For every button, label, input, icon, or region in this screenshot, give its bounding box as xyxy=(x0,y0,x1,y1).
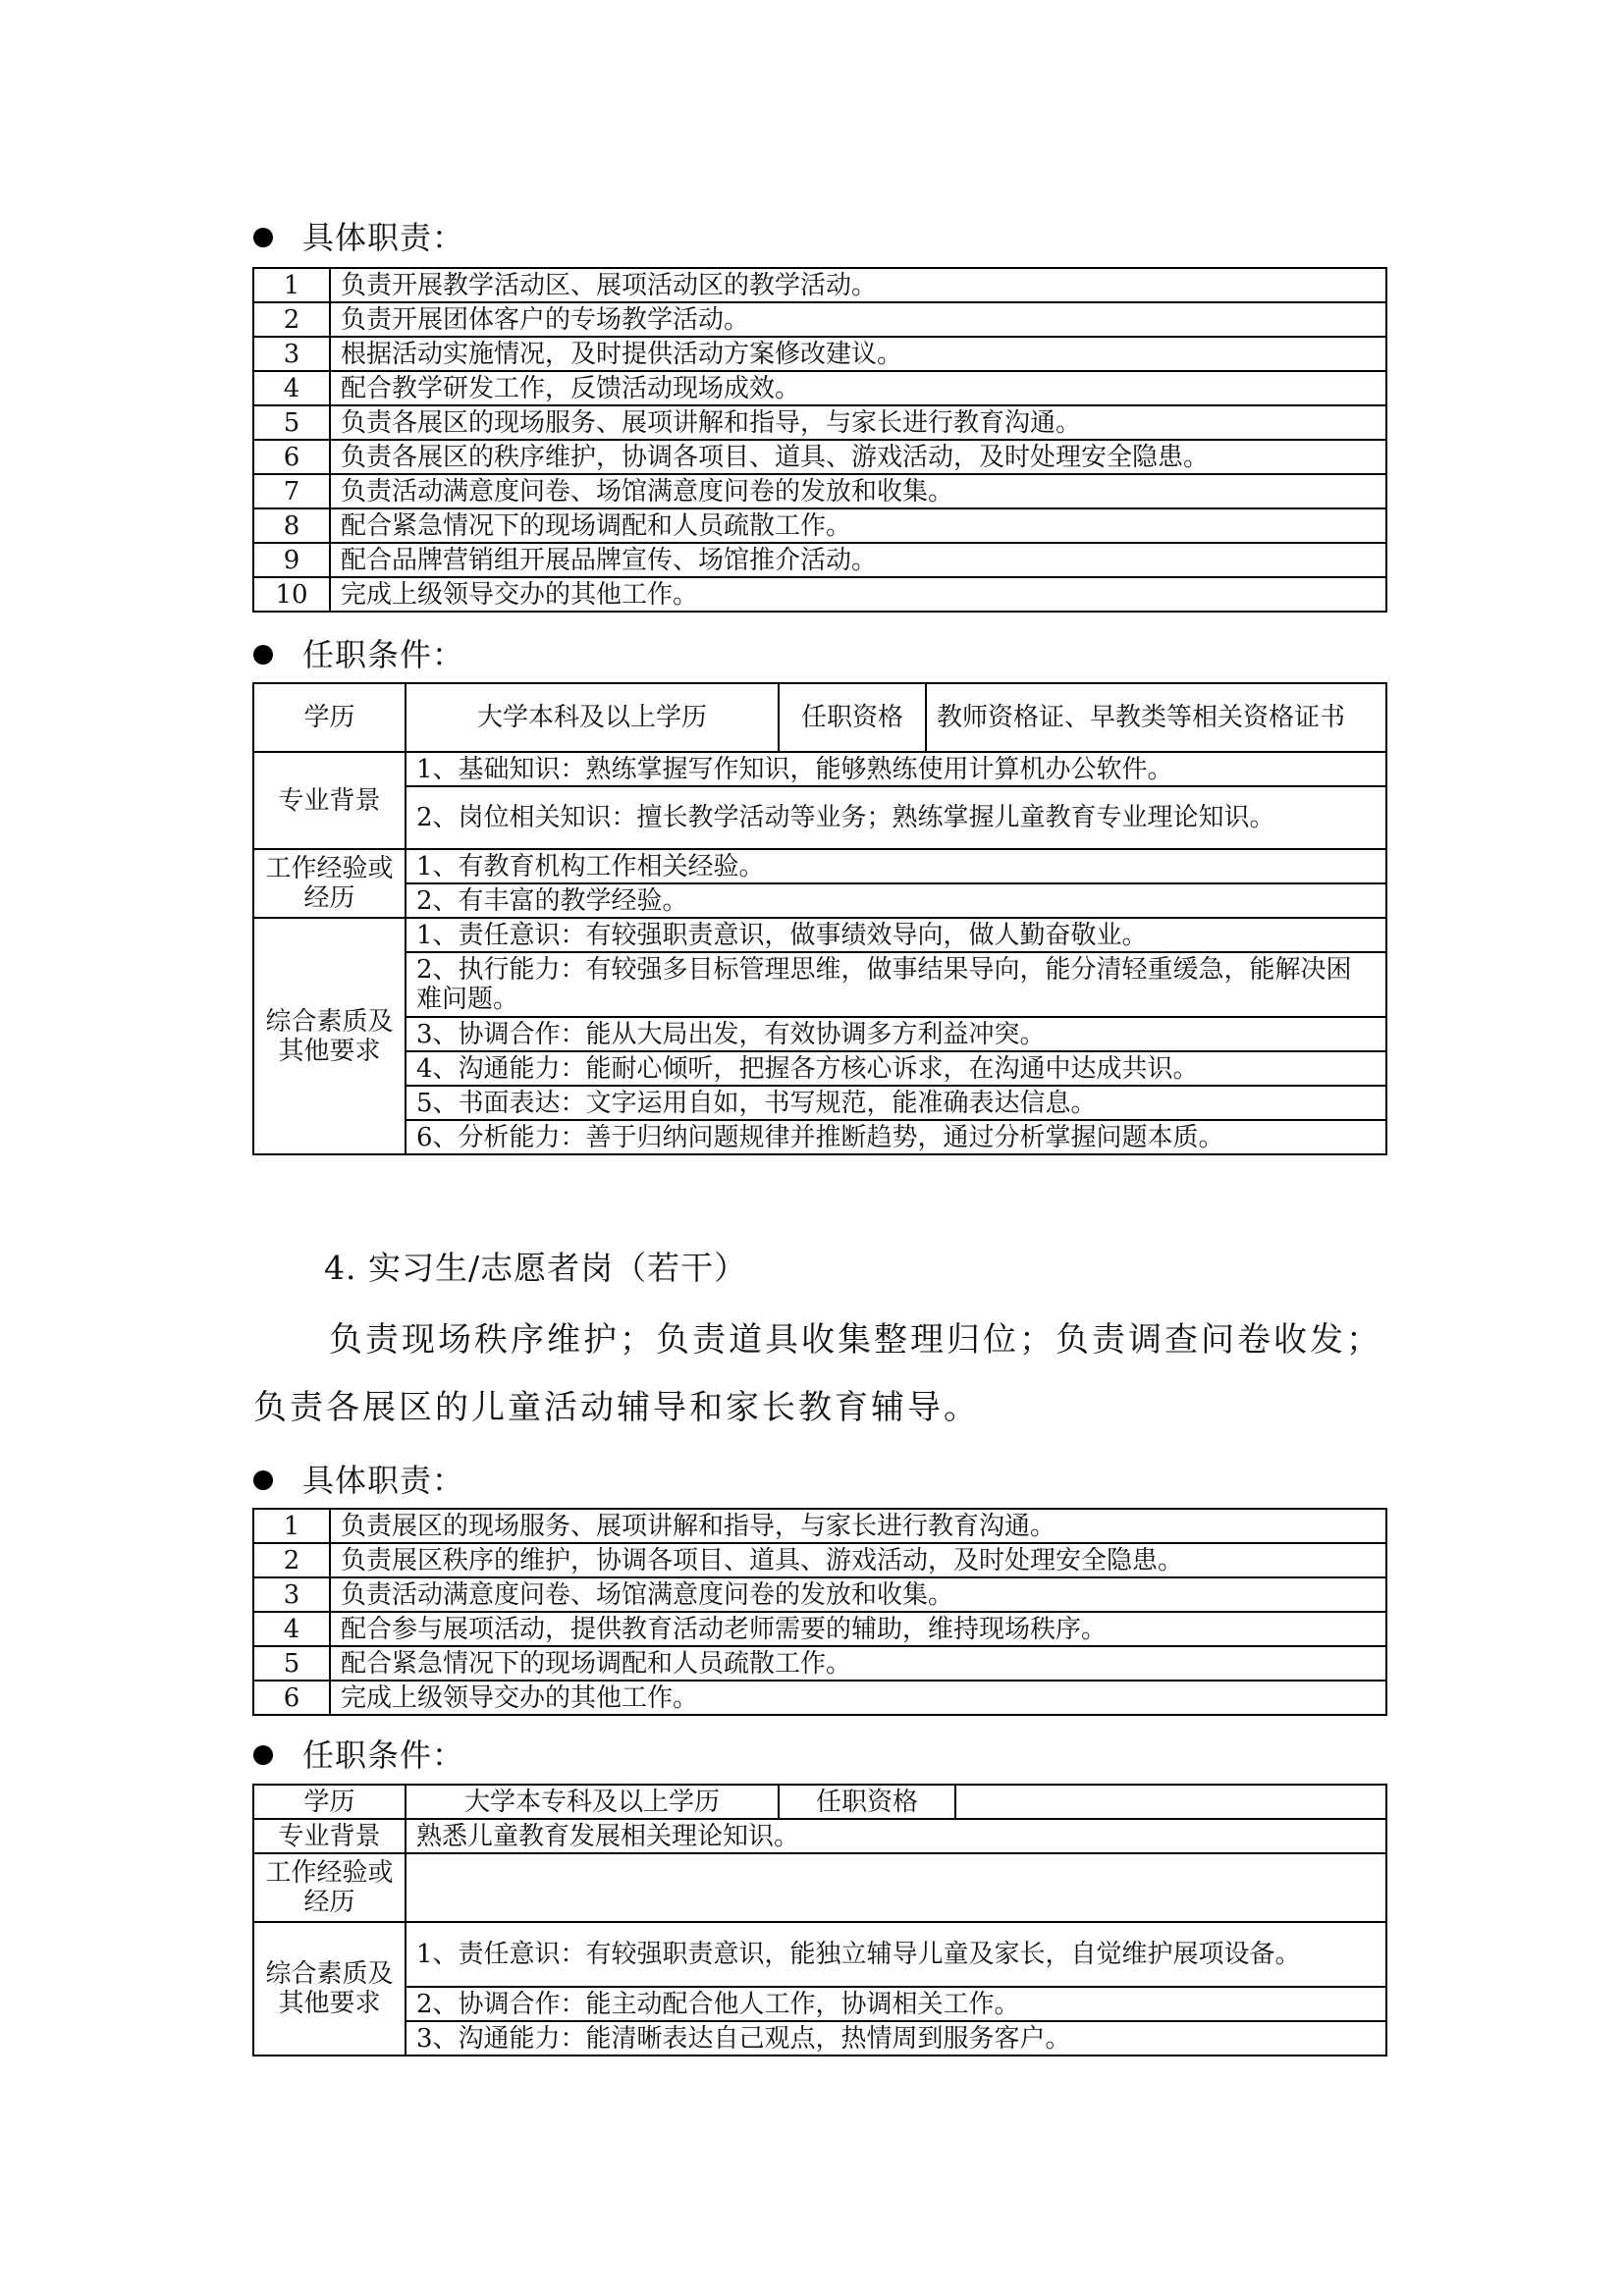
other-item: 4、沟通能力：能耐心倾听，把握各方核心诉求，在沟通中达成共识。 xyxy=(406,1051,1386,1086)
table-row xyxy=(253,849,1386,883)
duty-text: 负责活动满意度问卷、场馆满意度问卷的发放和收集。 xyxy=(330,474,1386,508)
row-number: 8 xyxy=(253,508,330,543)
table-row xyxy=(253,2021,1386,2056)
exp-value xyxy=(406,1853,1386,1922)
other-item: 3、协调合作：能从大局出发，有效协调多方利益冲突。 xyxy=(406,1017,1386,1051)
major-item: 1、基础知识：熟练掌握写作知识，能够熟练使用计算机办公软件。 xyxy=(406,752,1386,786)
req-heading-2 xyxy=(253,1735,464,1775)
table-row xyxy=(253,1509,1386,1543)
duty-text: 负责各展区的现场服务、展项讲解和指导，与家长进行教育沟通。 xyxy=(330,405,1386,440)
bullet-icon xyxy=(253,228,273,247)
row-number: 1 xyxy=(253,1509,330,1543)
section4-intro-line1: 负责现场秩序维护；负责道具收集整理归位；负责调查问卷收发； xyxy=(329,1320,1382,1360)
table-row xyxy=(253,1577,1386,1612)
duties-table-2 xyxy=(252,1508,1387,1716)
other-item: 1、责任意识：有较强职责意识，做事绩效导向，做人勤奋敬业。 xyxy=(406,918,1386,952)
table-row xyxy=(253,1120,1386,1154)
other-item: 2、执行能力：有较强多目标管理思维，做事结果导向，能分清轻重缓急，能解决困难问题。 xyxy=(406,952,1386,1017)
req-heading-label: 任职条件： xyxy=(302,636,465,673)
duty-text: 根据活动实施情况，及时提供活动方案修改建议。 xyxy=(330,337,1386,371)
other-label: 综合素质及其他要求 xyxy=(253,918,406,1154)
table-row xyxy=(253,577,1386,612)
table-row xyxy=(253,1646,1386,1681)
row-number: 4 xyxy=(253,371,330,405)
table-row xyxy=(253,337,1386,371)
table-row xyxy=(253,883,1386,918)
bullet-icon xyxy=(253,1745,273,1765)
duty-text: 负责活动满意度问卷、场馆满意度问卷的发放和收集。 xyxy=(330,1577,1386,1612)
row-number: 3 xyxy=(253,1577,330,1612)
req-heading-label: 任职条件： xyxy=(302,1736,465,1774)
row-number: 1 xyxy=(253,268,330,302)
duties-heading-2 xyxy=(253,1461,464,1500)
exp-item: 2、有丰富的教学经验。 xyxy=(406,883,1386,918)
table-row xyxy=(253,302,1386,337)
duty-text: 负责展区秩序的维护，协调各项目、道具、游戏活动，及时处理安全隐患。 xyxy=(330,1543,1386,1577)
row-number: 5 xyxy=(253,405,330,440)
duties-table-1 xyxy=(252,267,1387,613)
major-value: 熟悉儿童教育发展相关理论知识。 xyxy=(406,1819,1386,1853)
table-row xyxy=(253,1785,1386,1819)
row-number: 6 xyxy=(253,1681,330,1715)
duties-heading-1 xyxy=(253,218,464,257)
row-number: 6 xyxy=(253,440,330,474)
row-number: 2 xyxy=(253,1543,330,1577)
edu-value: 大学本专科及以上学历 xyxy=(406,1785,779,1819)
duties-heading-label: 具体职责： xyxy=(302,219,465,256)
duty-text: 负责各展区的秩序维护，协调各项目、道具、游戏活动，及时处理安全隐患。 xyxy=(330,440,1386,474)
table-row xyxy=(253,1681,1386,1715)
duty-text: 负责开展团体客户的专场教学活动。 xyxy=(330,302,1386,337)
table-row xyxy=(253,1086,1386,1120)
duty-text: 配合参与展项活动，提供教育活动老师需要的辅助，维持现场秩序。 xyxy=(330,1612,1386,1646)
table-row xyxy=(253,405,1386,440)
duty-text: 配合紧急情况下的现场调配和人员疏散工作。 xyxy=(330,1646,1386,1681)
exp-label: 工作经验或经历 xyxy=(253,1853,406,1922)
duty-text: 完成上级领导交办的其他工作。 xyxy=(330,577,1386,612)
other-item: 5、书面表达：文字运用自如，书写规范，能准确表达信息。 xyxy=(406,1086,1386,1120)
qual-label: 任职资格 xyxy=(779,1785,955,1819)
duty-text: 配合品牌营销组开展品牌宣传、场馆推介活动。 xyxy=(330,543,1386,577)
other-label: 综合素质及其他要求 xyxy=(253,1922,406,2056)
table-row xyxy=(253,543,1386,577)
table-row xyxy=(253,508,1386,543)
edu-value: 大学本科及以上学历 xyxy=(406,683,779,752)
other-item: 6、分析能力：善于归纳问题规律并推断趋势，通过分析掌握问题本质。 xyxy=(406,1120,1386,1154)
other-item: 3、沟通能力：能清晰表达自己观点，热情周到服务客户。 xyxy=(406,2021,1386,2056)
qual-label: 任职资格 xyxy=(779,683,926,752)
table-row xyxy=(253,474,1386,508)
table-row xyxy=(253,952,1386,1017)
table-row xyxy=(253,1017,1386,1051)
exp-item: 1、有教育机构工作相关经验。 xyxy=(406,849,1386,883)
qual-value xyxy=(955,1785,1386,1819)
duty-text: 配合教学研发工作，反馈活动现场成效。 xyxy=(330,371,1386,405)
table-row xyxy=(253,786,1386,849)
req-table-1 xyxy=(252,682,1387,1155)
table-row xyxy=(253,1853,1386,1922)
bullet-icon xyxy=(253,1470,273,1490)
other-item: 2、协调合作：能主动配合他人工作，协调相关工作。 xyxy=(406,1987,1386,2021)
section4-intro-line2: 负责各展区的儿童活动辅导和家长教育辅导。 xyxy=(253,1388,980,1427)
row-number: 2 xyxy=(253,302,330,337)
major-label: 专业背景 xyxy=(253,1819,406,1853)
duty-text: 完成上级领导交办的其他工作。 xyxy=(330,1681,1386,1715)
duty-text: 负责展区的现场服务、展项讲解和指导，与家长进行教育沟通。 xyxy=(330,1509,1386,1543)
row-number: 10 xyxy=(253,577,330,612)
edu-label: 学历 xyxy=(253,683,406,752)
table-row xyxy=(253,752,1386,786)
req-table-2 xyxy=(252,1784,1387,2056)
table-row xyxy=(253,1987,1386,2021)
table-row xyxy=(253,1612,1386,1646)
table-row xyxy=(253,918,1386,952)
row-number: 5 xyxy=(253,1646,330,1681)
duties-heading-label: 具体职责： xyxy=(302,1462,465,1499)
major-item: 2、岗位相关知识：擅长教学活动等业务；熟练掌握儿童教育专业理论知识。 xyxy=(406,786,1386,849)
req-heading-1 xyxy=(253,635,464,674)
qual-value: 教师资格证、早教类等相关资格证书 xyxy=(926,683,1386,752)
table-row xyxy=(253,1543,1386,1577)
duty-text: 配合紧急情况下的现场调配和人员疏散工作。 xyxy=(330,508,1386,543)
table-row xyxy=(253,1819,1386,1853)
row-number: 7 xyxy=(253,474,330,508)
table-row xyxy=(253,440,1386,474)
exp-label: 工作经验或经历 xyxy=(253,849,406,918)
table-row xyxy=(253,1051,1386,1086)
row-number: 9 xyxy=(253,543,330,577)
edu-label: 学历 xyxy=(253,1785,406,1819)
row-number: 4 xyxy=(253,1612,330,1646)
other-item: 1、责任意识：有较强职责意识，能独立辅导儿童及家长，自觉维护展项设备。 xyxy=(406,1922,1386,1987)
bullet-icon xyxy=(253,645,273,665)
major-label: 专业背景 xyxy=(253,752,406,849)
section4-title: 4. 实习生/志愿者岗（若干） xyxy=(324,1249,748,1287)
table-row xyxy=(253,268,1386,302)
table-row xyxy=(253,683,1386,752)
row-number: 3 xyxy=(253,337,330,371)
table-row xyxy=(253,371,1386,405)
table-row xyxy=(253,1922,1386,1987)
duty-text: 负责开展教学活动区、展项活动区的教学活动。 xyxy=(330,268,1386,302)
